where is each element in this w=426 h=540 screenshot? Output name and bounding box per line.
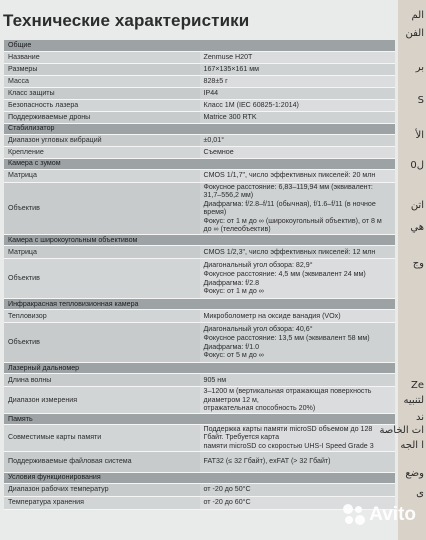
spec-row bbox=[4, 451, 395, 472]
section-title: Лазерный дальномер bbox=[4, 363, 395, 374]
spec-value-line: IP44 bbox=[203, 88, 219, 97]
section-header bbox=[4, 299, 395, 310]
spec-key: Совместимые карты памяти bbox=[4, 424, 200, 451]
spec-row bbox=[4, 146, 395, 158]
spec-value-line: CMOS 1/1,7", число эффективных пикселей: 20 млн bbox=[203, 171, 376, 180]
spec-value-line: Диафрагма: f/1.0 bbox=[203, 342, 260, 351]
spec-value-line: 905 нм bbox=[203, 375, 227, 384]
spec-value-line: FAT32 (≤ 32 Гбайт), exFAT (> 32 Гбайт) bbox=[203, 457, 331, 466]
adjacent-page-text: الأ bbox=[415, 130, 424, 141]
spec-row bbox=[4, 51, 395, 63]
adjacent-page-text: وضع bbox=[405, 468, 424, 479]
spec-key: Поддерживаемые дроны bbox=[4, 111, 200, 123]
spec-value bbox=[200, 134, 396, 146]
spec-row bbox=[4, 246, 395, 259]
spec-key: Матрица bbox=[4, 246, 200, 259]
spec-value-line: памяти microSD со скоростью UHS-I Speed Grade 3 bbox=[203, 442, 374, 451]
section-header bbox=[4, 40, 395, 51]
spec-value-line: от -20 до 60°C bbox=[203, 498, 251, 507]
section-header bbox=[4, 413, 395, 424]
adjacent-page-text: هي bbox=[410, 222, 424, 233]
spec-value bbox=[200, 424, 396, 451]
adjacent-page-text: S bbox=[417, 95, 424, 106]
spec-value bbox=[200, 182, 396, 235]
avito-watermark bbox=[343, 504, 416, 526]
section-title: Камера с зумом bbox=[4, 158, 395, 169]
spec-row bbox=[4, 134, 395, 146]
spec-key: Поддерживаемые файловая система bbox=[4, 451, 200, 472]
section-header bbox=[4, 472, 395, 483]
section-title: Камера с широкоугольным объективом bbox=[4, 235, 395, 246]
section-header bbox=[4, 235, 395, 246]
spec-value bbox=[200, 310, 396, 323]
spec-key: Температура хранения bbox=[4, 496, 200, 509]
section-header bbox=[4, 123, 395, 134]
spec-row bbox=[4, 310, 395, 323]
spec-value bbox=[200, 63, 396, 75]
spec-value-line: Диафрагма: f/2.8–f/11 (обычная), f/1.6–f/11 (в ночное время) bbox=[203, 199, 376, 217]
spec-value-line: CMOS 1/2,3", число эффективных пикселей: 12 млн bbox=[203, 247, 376, 256]
spec-key: Безопасность лазера bbox=[4, 99, 200, 111]
spec-value bbox=[200, 451, 396, 472]
spec-value bbox=[200, 87, 396, 99]
spec-row bbox=[4, 182, 395, 235]
spec-value-line: Поддержка карты памяти microSD объемом до 128 Гбайт. Требуется карта bbox=[203, 424, 373, 442]
spec-value bbox=[200, 146, 396, 158]
section-title: Условия функционирования bbox=[4, 472, 395, 483]
section-title: Инфракрасная тепловизионная камера bbox=[4, 299, 395, 310]
spec-key: Размеры bbox=[4, 63, 200, 75]
spec-key: Объектив bbox=[4, 182, 200, 235]
section-title: Стабилизатор bbox=[4, 123, 395, 134]
spec-key: Диапазон измерения bbox=[4, 387, 200, 414]
adjacent-page-text: ند bbox=[415, 412, 424, 423]
spec-value-line: Съемное bbox=[203, 147, 234, 156]
spec-value-line: Zenmuse H20T bbox=[203, 52, 253, 61]
spec-value bbox=[200, 387, 396, 414]
spec-row bbox=[4, 374, 395, 387]
spec-value-line: ±0,01° bbox=[203, 135, 225, 144]
spec-value-line: Класс 1M (IEC 60825-1:2014) bbox=[203, 100, 299, 109]
adjacent-page-text: لتنبيه bbox=[403, 395, 424, 406]
spec-key: Масса bbox=[4, 75, 200, 87]
spec-key: Длина волны bbox=[4, 374, 200, 387]
spec-row bbox=[4, 87, 395, 99]
spec-key: Диапазон угловых вибраций bbox=[4, 134, 200, 146]
spec-value bbox=[200, 259, 396, 299]
spec-row bbox=[4, 483, 395, 496]
spec-row bbox=[4, 63, 395, 75]
spec-value-line: Фокус: от 5 м до ∞ bbox=[203, 351, 264, 360]
section-header bbox=[4, 363, 395, 374]
adjacent-page-text: ا الجه bbox=[400, 440, 424, 451]
spec-table bbox=[4, 40, 395, 510]
spec-key: Класс защиты bbox=[4, 87, 200, 99]
spec-key: Тепловизор bbox=[4, 310, 200, 323]
adjacent-page-text: Ze bbox=[410, 380, 424, 391]
spec-value-line: Фокус: от 1 м до ∞ (широкоугольный объектив), от 8 м до ∞ (телеобъектив) bbox=[203, 216, 382, 234]
spec-row bbox=[4, 99, 395, 111]
adjacent-page-text: ى bbox=[416, 488, 424, 499]
spec-row bbox=[4, 323, 395, 363]
spec-value bbox=[200, 323, 396, 363]
page-title: Технические характеристики bbox=[3, 11, 250, 30]
spec-value bbox=[200, 51, 396, 63]
spec-value-line: Диафрагма: f/2.8 bbox=[203, 278, 260, 287]
spec-value-line: Matrice 300 RTK bbox=[203, 112, 257, 121]
adjacent-page-text: الم bbox=[411, 10, 424, 21]
spec-key: Объектив bbox=[4, 259, 200, 299]
adjacent-page-text: اتن bbox=[410, 200, 424, 211]
spec-key: Объектив bbox=[4, 323, 200, 363]
adjacent-page-text: ات الخاصة bbox=[379, 425, 424, 436]
spec-value bbox=[200, 169, 396, 182]
adjacent-page-text: الفن bbox=[405, 28, 424, 39]
spec-value-line: 828±5 г bbox=[203, 76, 228, 85]
section-header bbox=[4, 158, 395, 169]
spec-row bbox=[4, 424, 395, 451]
adjacent-page-text: بر bbox=[415, 62, 424, 73]
spec-row bbox=[4, 496, 395, 509]
spec-value-line: 167×135×161 мм bbox=[203, 64, 260, 73]
adjacent-page-text: ل0 bbox=[410, 160, 424, 171]
spec-key: Название bbox=[4, 51, 200, 63]
spec-value bbox=[200, 374, 396, 387]
section-title: Общие bbox=[4, 40, 395, 51]
spec-value bbox=[200, 111, 396, 123]
spec-value-line: Фокус: от 1 м до ∞ bbox=[203, 287, 264, 296]
spec-value-line: Фокусное расстояние: 6,83–119,94 мм (эквивалент: 31,7–556,2 мм) bbox=[203, 182, 373, 200]
spec-value-line: 3–1200 м (вертикальная отражающая поверхность диаметром 12 м, bbox=[203, 387, 372, 404]
adjacent-page-text: وج bbox=[412, 258, 424, 269]
avito-logo-icon bbox=[343, 504, 365, 526]
spec-value-line: Микроболометр на оксиде ванадия (VOx) bbox=[203, 311, 341, 320]
spec-row bbox=[4, 259, 395, 299]
spec-value bbox=[200, 75, 396, 87]
spec-value bbox=[200, 246, 396, 259]
spec-key: Матрица bbox=[4, 169, 200, 182]
spec-row bbox=[4, 387, 395, 414]
spec-value bbox=[200, 99, 396, 111]
watermark-text: Avito bbox=[369, 504, 416, 525]
section-title: Память bbox=[4, 413, 395, 424]
spec-value-line: Фокусное расстояние: 13,5 мм (эквивалент 58 мм) bbox=[203, 333, 370, 342]
spec-value-line: Фокусное расстояние: 4,5 мм (эквивалент 24 мм) bbox=[203, 269, 366, 278]
spec-value-line: отражательная способность 20%) bbox=[203, 404, 316, 413]
spec-value-line: Диагональный угол обзора: 82,9° bbox=[203, 261, 313, 270]
spec-key: Диапазон рабочих температур bbox=[4, 483, 200, 496]
spec-value-line: Диагональный угол обзора: 40,6° bbox=[203, 325, 313, 334]
spec-value bbox=[200, 483, 396, 496]
spec-row bbox=[4, 75, 395, 87]
spec-row bbox=[4, 111, 395, 123]
spec-row bbox=[4, 169, 395, 182]
spec-value-line: от -20 до 50°C bbox=[203, 485, 251, 494]
spec-key: Крепление bbox=[4, 146, 200, 158]
